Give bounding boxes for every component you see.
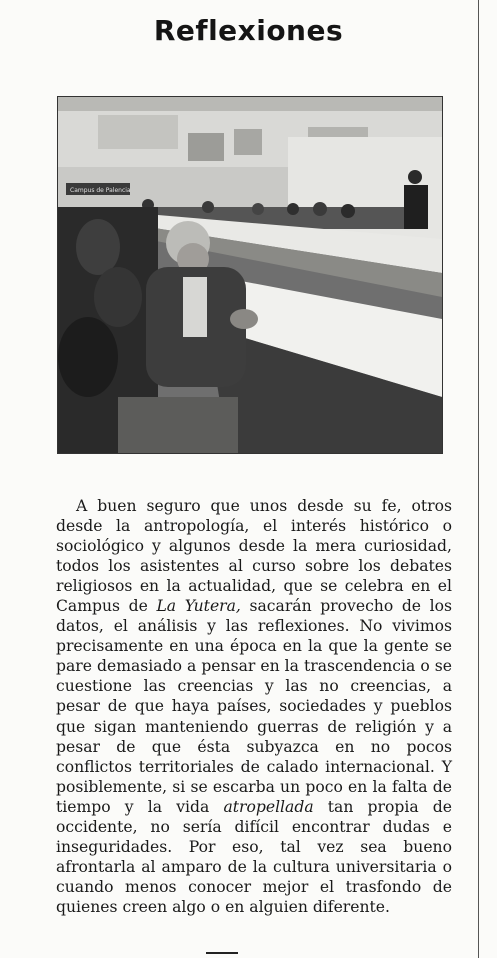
body-emphasis-la-yutera: La Yutera, [156,597,241,616]
body-part-2: sacarán provecho de los datos, el análisis y las reflexiones. No vivimos precisamente en una época en la que la gente se pare demasiado a pensar en la trascendencia o se cuestione las creencias y las no creencias, a pesar de que haya países, sociedades y pueblos que sigan manteniendo guerras de religión y a pesar de que ésta subyazca en no pocos conflictos territoriales de calado internacional. Y posiblemente, si se escarba un poco en la falta de tiempo y la vida [56,597,453,816]
classroom-photo [58,97,442,453]
article-headline: Reflexiones [153,14,344,47]
article-photo [57,96,443,454]
body-part-1: A buen seguro que unos desde su fe, otros desde la antropología, el interés histórico o sociológico y algunos desde la mera curiosidad, todos los asistentes al curso sobre los debates religiosos en la actualidad, que se celebra en el Campus de [56,497,452,616]
article-body [56,496,452,917]
body-emphasis-atropellada: atropellada [223,797,314,816]
article-end-mark [206,952,238,954]
campus-sign: Campus de Palencia [70,187,131,194]
column-divider [478,0,479,958]
body-part-3: tan propia de occidente, no sería difícil encontrar dudas e inseguridades. Por eso, tal vez sea bueno afrontarla al amparo de la cultura universitaria o cuando menos conocer mejor el trasfondo de quienes creen algo o en alguien diferente. [56,797,453,916]
